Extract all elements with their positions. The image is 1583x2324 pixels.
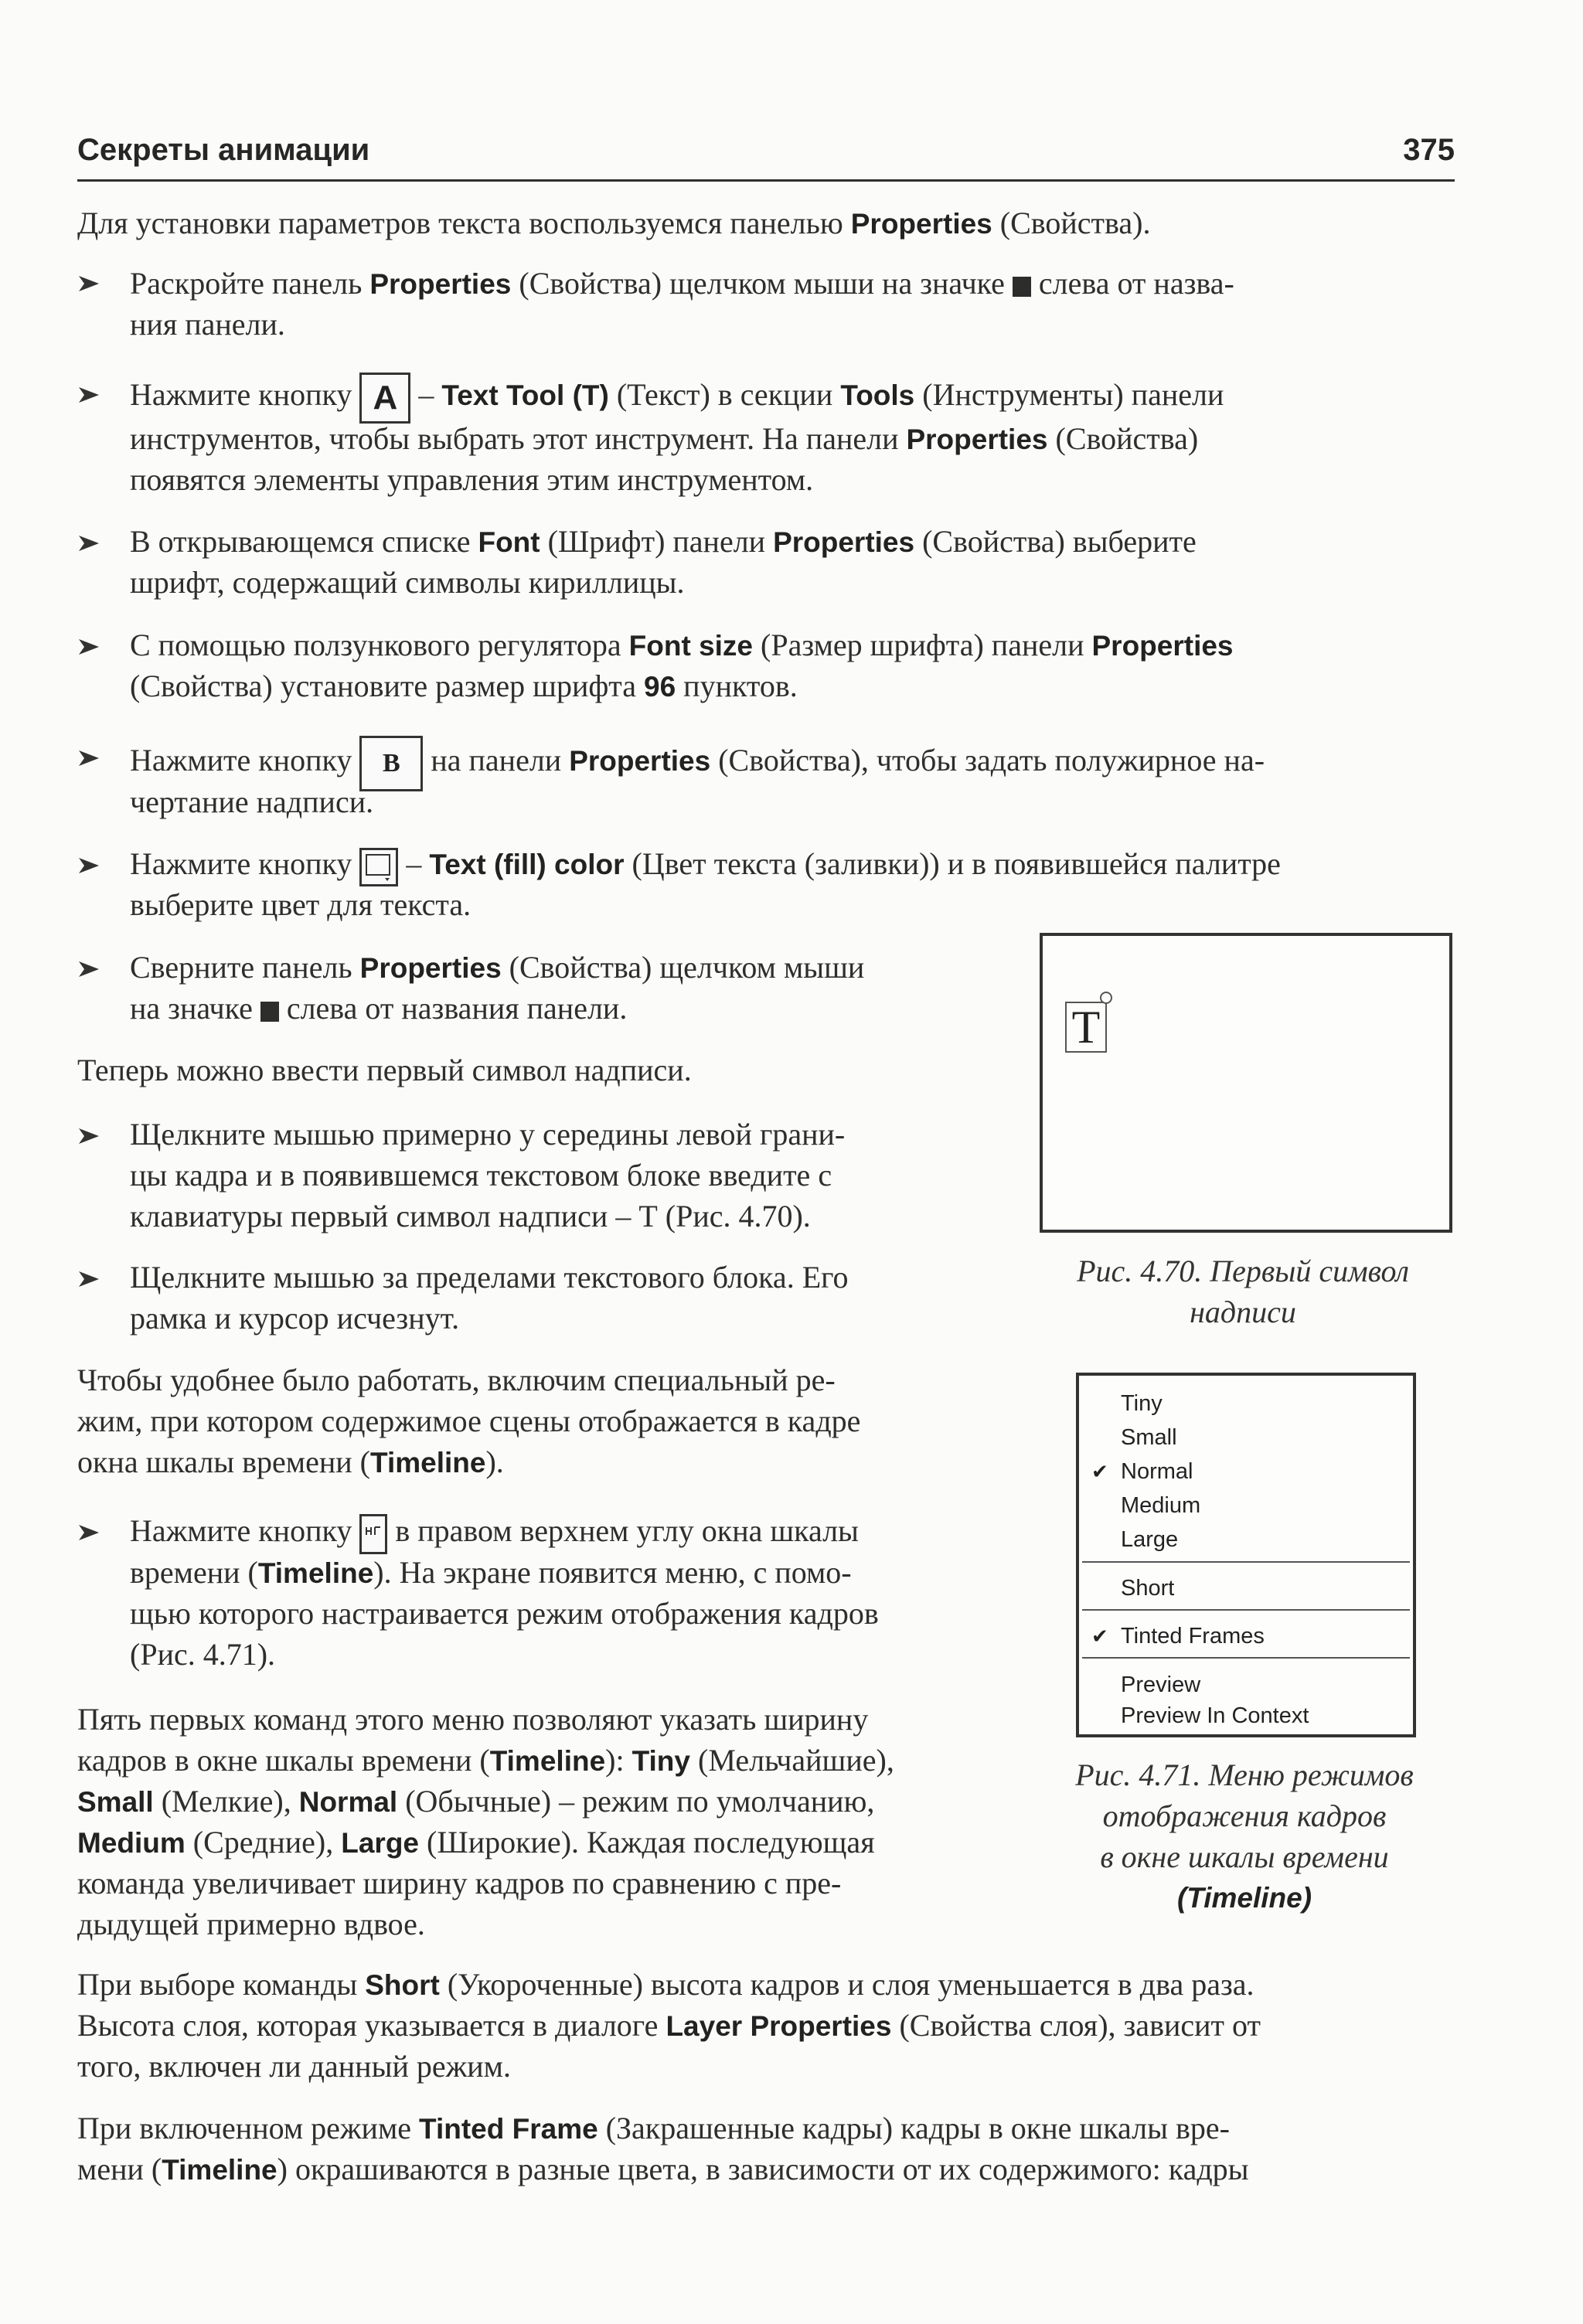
menu-item-tinted-frames[interactable]: Tinted Frames bbox=[1121, 1624, 1265, 1649]
paragraph-line: мени (Timeline) окрашиваются в разные цвета, в зависимости от их содержимого: кадры bbox=[77, 2152, 1249, 2186]
paragraph: Теперь можно ввести первый символ надписи. bbox=[77, 1053, 692, 1087]
paragraph-line: Small (Мелкие), Normal (Обычные) – режим по умолчанию, bbox=[77, 1784, 875, 1819]
paragraph-line: жим, при котором содержимое сцены отображается в кадре bbox=[77, 1404, 861, 1438]
bullet-arrow-icon bbox=[77, 635, 100, 658]
intro-paragraph bbox=[77, 202, 1150, 244]
bold-button-icon: B bbox=[359, 736, 423, 791]
step-3-line-2: шрифт, содержащий символы кириллицы. bbox=[130, 565, 685, 600]
step-2-line-2: инструментов, чтобы выбрать этот инструмент. На панели Properties (Свойства) bbox=[130, 421, 1199, 456]
step-8: Щелкните мышью примерно у середины левой грани- bbox=[130, 1117, 846, 1152]
menu-item-preview-in-context[interactable]: Preview In Context bbox=[1121, 1703, 1309, 1728]
step-5-line-2: чертание надписи. bbox=[130, 784, 374, 819]
figure-4-71-caption: Рис. 4.71. Меню режимов отображения кадров в окне шкалы времени (Timeline) bbox=[1075, 1757, 1414, 1914]
bold-term: Properties bbox=[850, 208, 992, 240]
step-8-line-3: клавиатуры первый символ надписи – Т (Рис. 4.70). bbox=[130, 1199, 811, 1233]
step-5: Нажмите кнопку B на панели Properties (Свойства), чтобы задать полужирное на- bbox=[130, 736, 1265, 791]
text-block-handle bbox=[1100, 992, 1112, 1004]
checkmark-icon: ✔ bbox=[1091, 1625, 1108, 1648]
step-7: Сверните панель Properties (Свойства) щелчком мыши bbox=[130, 950, 865, 985]
step-10-line-4: (Рис. 4.71). bbox=[130, 1637, 276, 1672]
step-9: Щелкните мышью за пределами текстового блока. Его bbox=[130, 1260, 849, 1295]
step-10: Нажмите кнопку в правом верхнем углу окна шкалы bbox=[130, 1510, 859, 1554]
frame-view-menu bbox=[1076, 1373, 1416, 1737]
step-3: В открывающемся списке Font (Шрифт) панели Properties (Свойства) выберите bbox=[130, 524, 1197, 559]
menu-separator bbox=[1082, 1561, 1410, 1563]
menu-item-large[interactable]: Large bbox=[1121, 1527, 1179, 1552]
step-10-line-3: щью которого настраивается режим отображения кадров bbox=[130, 1596, 879, 1631]
step-9-line-2: рамка и курсор исчезнут. bbox=[130, 1301, 460, 1336]
step-10-line-2: времени (Timeline). На экране появится меню, с помо- bbox=[130, 1555, 852, 1590]
page-number: 375 bbox=[1403, 133, 1455, 167]
paragraph-line: кадров в окне шкалы времени (Timeline): Tiny (Мельчайшие), bbox=[77, 1743, 894, 1778]
text: (Свойства). bbox=[992, 206, 1151, 240]
step-4-line-2: (Свойства) установите размер шрифта 96 пунктов. bbox=[130, 669, 798, 703]
figure-4-70-caption: Рис. 4.70. Первый символ надписи bbox=[1077, 1254, 1409, 1329]
menu-separator bbox=[1082, 1609, 1410, 1611]
menu-item-medium[interactable]: Medium bbox=[1121, 1493, 1201, 1518]
bullet-arrow-icon bbox=[77, 532, 100, 555]
bullet-arrow-icon bbox=[77, 383, 100, 407]
text-fill-color-icon bbox=[359, 848, 398, 886]
paragraph-line: Medium (Средние), Large (Широкие). Каждая последующая bbox=[77, 1825, 875, 1860]
collapse-panel-icon bbox=[260, 1002, 279, 1022]
menu-separator bbox=[1082, 1657, 1410, 1659]
step-2-line-3: появятся элементы управления этим инструментом. bbox=[130, 462, 814, 497]
paragraph: При включенном режиме Tinted Frame (Закрашенные кадры) кадры в окне шкалы вре- bbox=[77, 2111, 1230, 2145]
bullet-arrow-icon bbox=[77, 958, 100, 981]
step-4: С помощью ползункового регулятора Font size (Размер шрифта) панели Properties bbox=[130, 628, 1234, 662]
figure-4-70-stage bbox=[1040, 933, 1452, 1233]
paragraph-line: того, включен ли данный режим. bbox=[77, 2049, 511, 2084]
bullet-arrow-icon bbox=[77, 1521, 100, 1544]
paragraph: При выборе команды Short (Укороченные) высота кадров и слоя уменьшается в два раза. bbox=[77, 1967, 1254, 2002]
expand-panel-icon bbox=[1013, 277, 1031, 297]
bullet-arrow-icon bbox=[77, 272, 100, 295]
bullet-arrow-icon bbox=[77, 854, 100, 877]
chapter-title: Секреты анимации bbox=[77, 133, 370, 167]
step-8-line-2: цы кадра и в появившемся текстовом блоке введите с bbox=[130, 1158, 832, 1193]
step-6: Нажмите кнопку – Text (fill) color (Цвет текста (заливки)) и в появившейся палитре bbox=[130, 843, 1281, 886]
menu-item-tiny[interactable]: Tiny bbox=[1121, 1391, 1163, 1416]
menu-item-preview[interactable]: Preview bbox=[1121, 1672, 1201, 1697]
text-tool-icon: A bbox=[359, 373, 410, 424]
step-6-line-2: выберите цвет для текста. bbox=[130, 887, 471, 922]
paragraph-line: Высота слоя, которая указывается в диалоге Layer Properties (Свойства слоя), зависит от bbox=[77, 2008, 1261, 2043]
paragraph: Чтобы удобнее было работать, включим специальный ре- bbox=[77, 1363, 836, 1397]
step-1: Раскройте панель Properties (Свойства) щелчком мыши на значке слева от назва- bbox=[130, 266, 1234, 301]
text: Для установки параметров текста воспользуемся панелью bbox=[77, 206, 851, 240]
bullet-arrow-icon bbox=[77, 1125, 100, 1148]
step-7-line-2: на значке слева от названия панели. bbox=[130, 991, 628, 1026]
bullet-arrow-icon bbox=[77, 747, 100, 770]
menu-item-small[interactable]: Small bbox=[1121, 1425, 1177, 1450]
menu-item-short[interactable]: Short bbox=[1121, 1576, 1175, 1601]
page-header bbox=[77, 133, 1455, 182]
frame-view-icon bbox=[359, 1514, 387, 1554]
paragraph-line: команда увеличивает ширину кадров по сравнению с пре- bbox=[77, 1866, 842, 1900]
bullet-arrow-icon bbox=[77, 1267, 100, 1291]
paragraph: Пять первых команд этого меню позволяют указать ширину bbox=[77, 1702, 869, 1737]
checkmark-icon: ✔ bbox=[1091, 1460, 1108, 1483]
step-2: Нажмите кнопку A – Text Tool (T) (Текст) в секции Tools (Инструменты) панели bbox=[130, 373, 1224, 424]
step-1-line-2: ния панели. bbox=[130, 307, 285, 342]
menu-item-normal[interactable]: Normal bbox=[1121, 1459, 1193, 1484]
text-block: T bbox=[1065, 1002, 1107, 1053]
paragraph-line: окна шкалы времени (Timeline). bbox=[77, 1444, 504, 1479]
paragraph-line: дыдущей примерно вдвое. bbox=[77, 1907, 425, 1941]
